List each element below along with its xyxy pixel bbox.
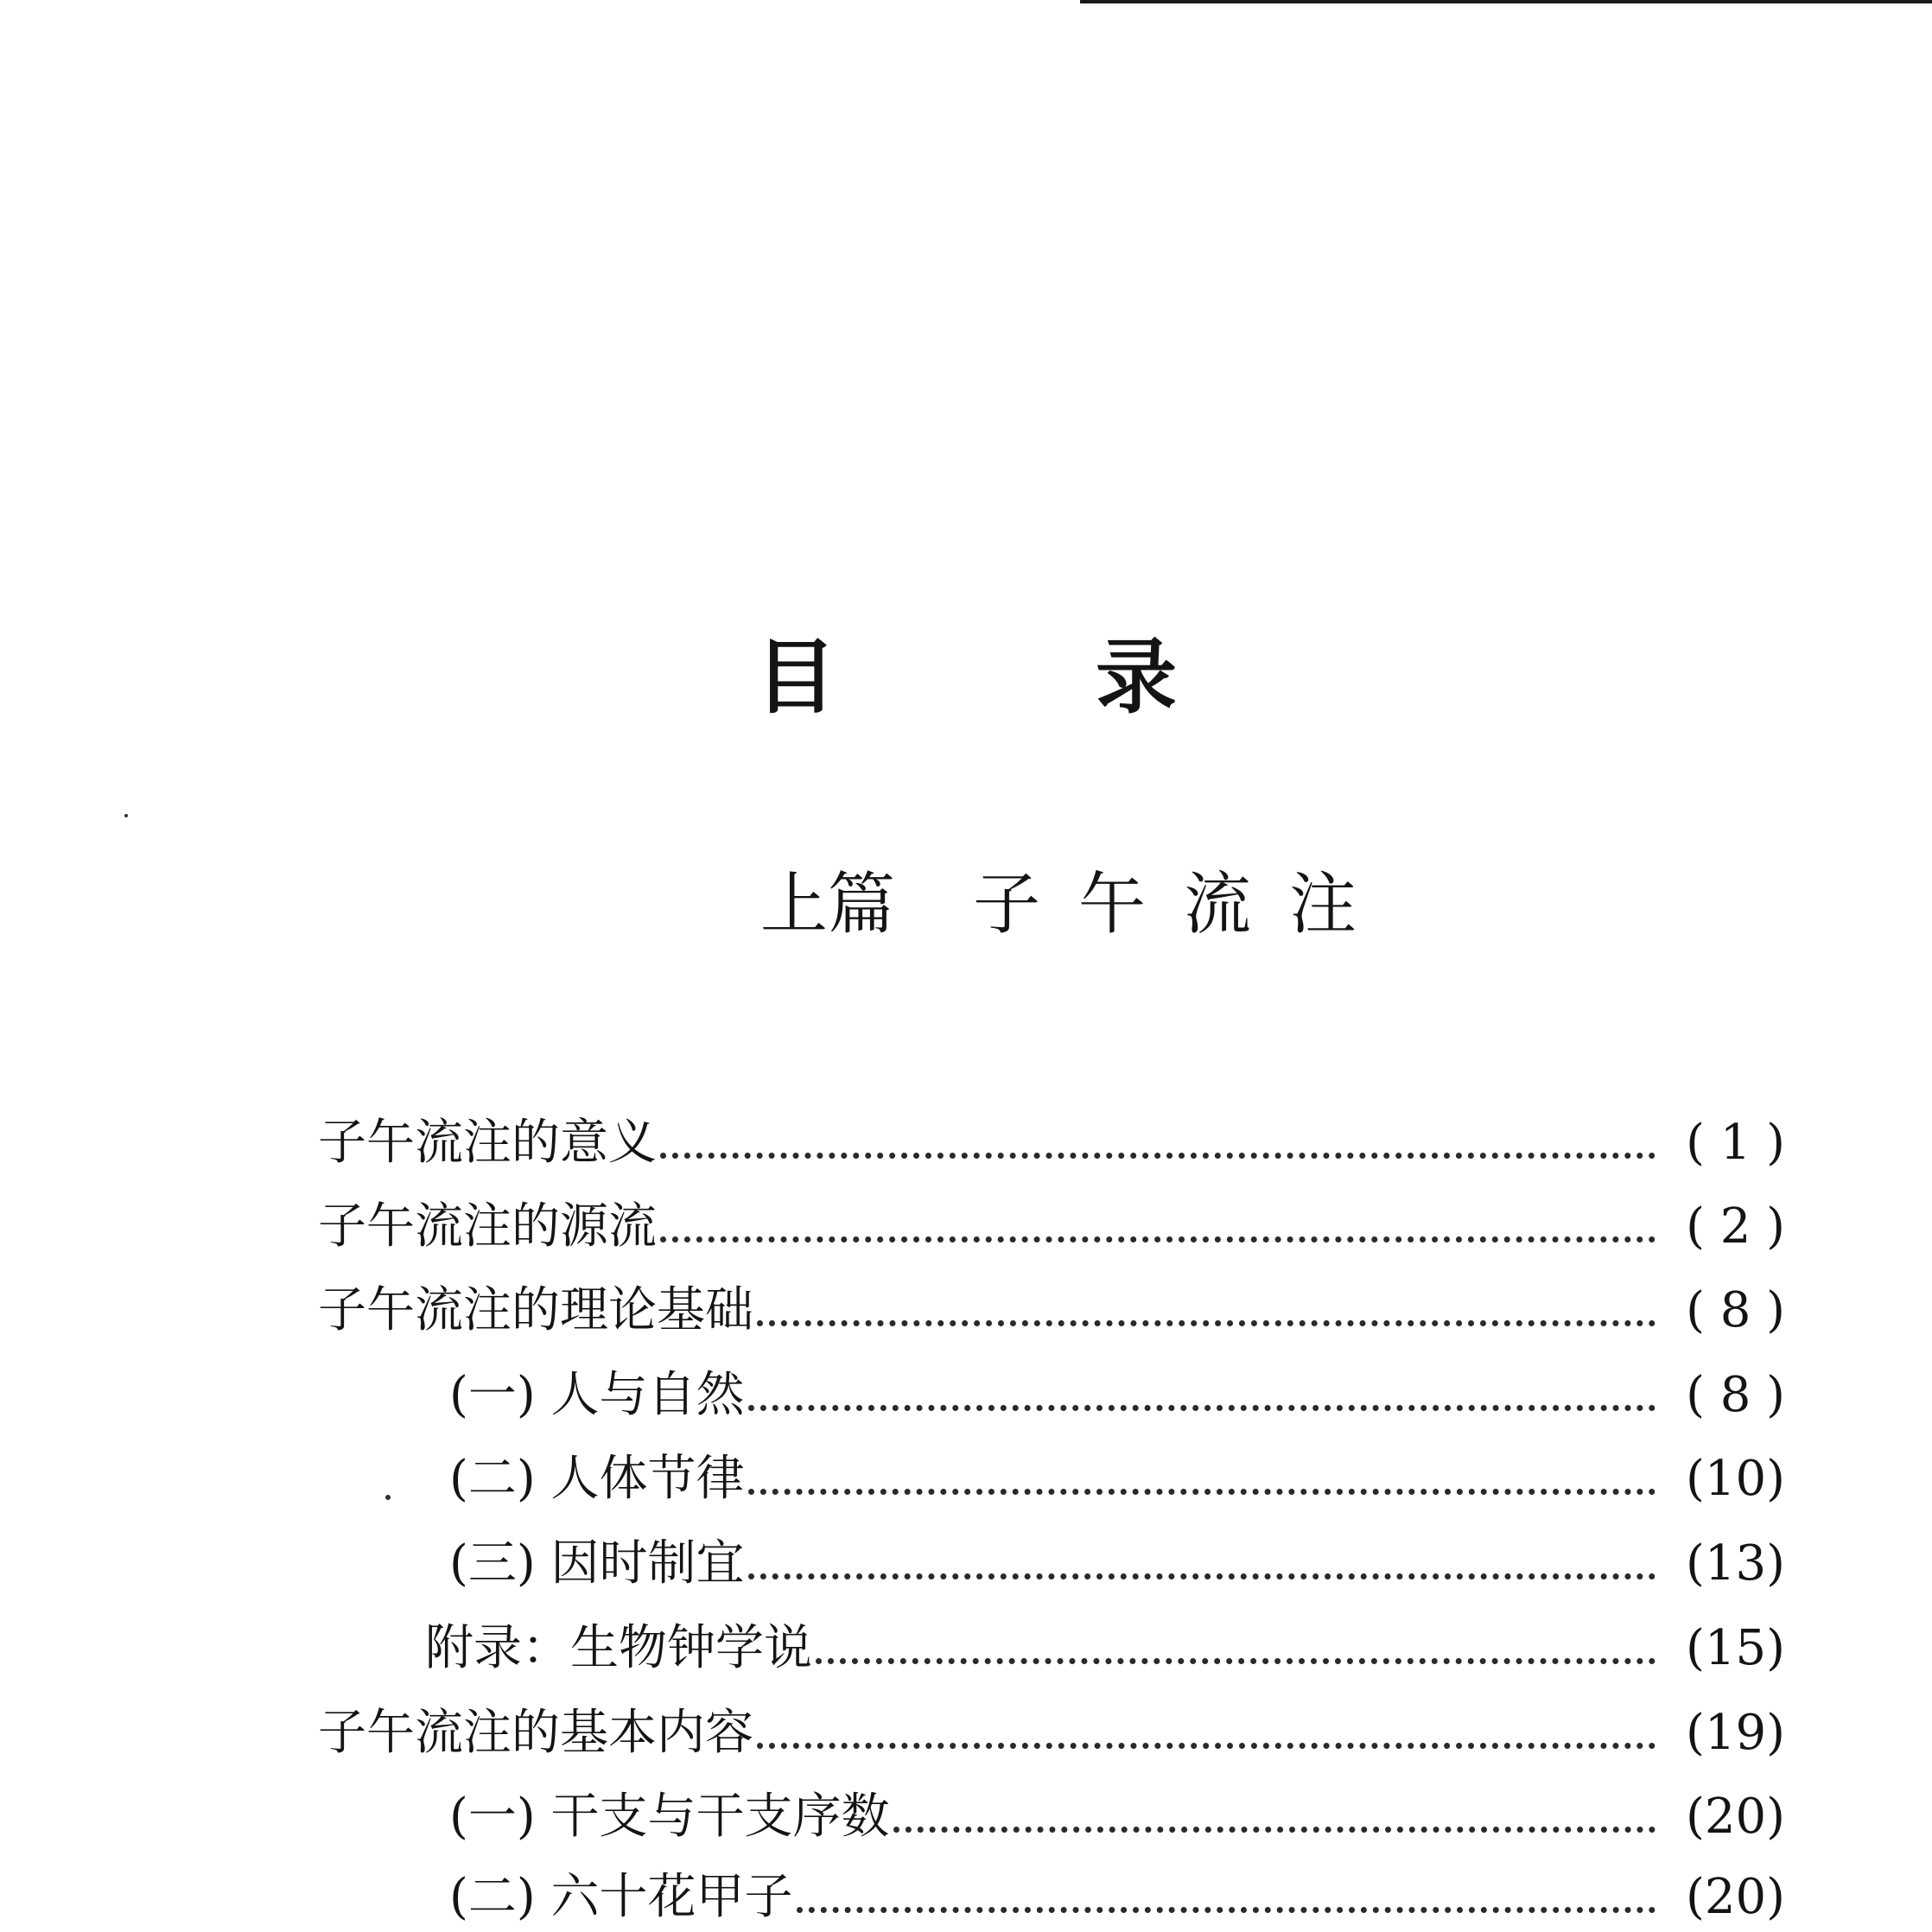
- toc-entry-page: (15): [1686, 1620, 1785, 1676]
- toc-entry-label: 子午流注的意义: [318, 1115, 657, 1171]
- toc-entry[interactable]: [449, 1529, 1785, 1598]
- toc-entry-label: (三) 因时制宜: [449, 1535, 745, 1592]
- toc-entry-label: 子午流注的理论基础: [318, 1282, 753, 1338]
- toc-entry[interactable]: [449, 1783, 1785, 1852]
- toc-entry-page: (20): [1686, 1789, 1785, 1845]
- toc-entry[interactable]: [318, 1699, 1785, 1768]
- toc-entry-label: 子午流注的基本内容: [318, 1705, 753, 1761]
- dot-leader: [816, 1658, 1656, 1664]
- toc-entry[interactable]: [318, 1109, 1785, 1178]
- toc-entry-page: (13): [1686, 1535, 1785, 1592]
- part-label: 上篇: [760, 866, 896, 944]
- dot-leader: [660, 1236, 1656, 1242]
- title-char-2: 录: [1096, 631, 1178, 725]
- title-char-1: 目: [754, 631, 836, 725]
- toc-entry-label: 附录：生物钟学说: [425, 1620, 812, 1676]
- toc-entry[interactable]: [318, 1192, 1785, 1262]
- toc-entry-label: 子午流注的源流: [318, 1198, 657, 1255]
- dot-leader: [757, 1743, 1656, 1749]
- toc-entry-label: (一) 干支与干支序数: [449, 1789, 890, 1845]
- toc-entry[interactable]: [449, 1361, 1785, 1430]
- toc-entry-page: ( 1 ): [1686, 1115, 1785, 1171]
- dot-leader: [893, 1827, 1656, 1833]
- toc-entry[interactable]: [449, 1863, 1785, 1932]
- dot-leader: [748, 1489, 1656, 1495]
- dot-leader: [757, 1320, 1656, 1326]
- toc-entry[interactable]: [425, 1614, 1785, 1683]
- toc-entry-page: (19): [1686, 1705, 1785, 1761]
- dot-leader: [660, 1153, 1656, 1159]
- toc-entry-label: (二) 人体节律: [449, 1451, 745, 1507]
- dot-leader: [748, 1573, 1656, 1579]
- toc-entry[interactable]: [318, 1276, 1785, 1345]
- toc-entry-page: (10): [1686, 1451, 1785, 1507]
- dot-leader: [748, 1405, 1656, 1411]
- scan-speck: [385, 1495, 391, 1500]
- part-name: 子午流注: [973, 866, 1395, 944]
- toc-entry-page: ( 8 ): [1686, 1282, 1785, 1338]
- toc-entry-page: ( 8 ): [1686, 1367, 1785, 1423]
- dot-leader: [797, 1907, 1656, 1913]
- toc-entry-page: ( 2 ): [1686, 1198, 1785, 1255]
- toc-entry-label: (一) 人与自然: [449, 1367, 745, 1423]
- toc-entry-page: (20): [1686, 1869, 1785, 1925]
- scan-speck: [124, 814, 128, 817]
- toc-entry[interactable]: [449, 1445, 1785, 1514]
- toc-entry-label: (二) 六十花甲子: [449, 1869, 793, 1925]
